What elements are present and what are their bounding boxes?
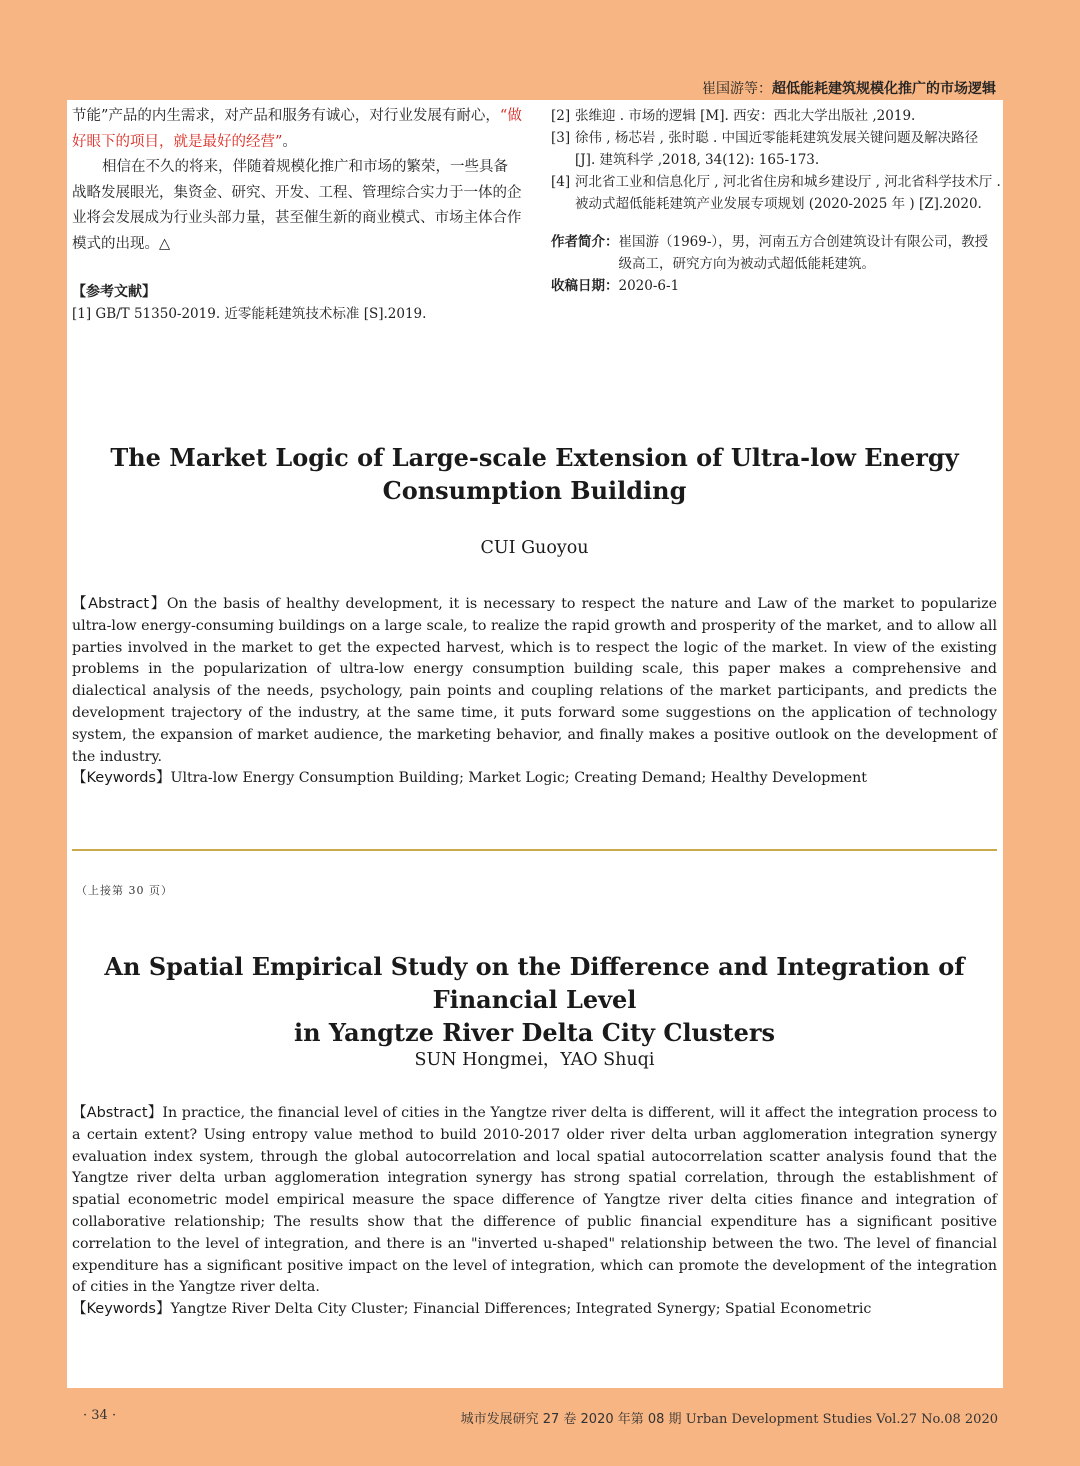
article1-title-line2: Consumption Building (382, 476, 687, 505)
keywords-tag: 【Keywords】 (72, 770, 171, 787)
article1-authors: CUI Guoyou (480, 538, 589, 558)
section-divider (72, 849, 997, 851)
reference-1: [1] GB/T 51350-2019. 近零能耗建筑技术标准 [S].2019. (72, 306, 427, 322)
reference-number: [3] (551, 130, 571, 146)
article1-abstract (72, 594, 997, 768)
left-column (72, 104, 522, 325)
running-head (702, 78, 996, 98)
abstract-tag: 【Abstract】 (72, 1105, 163, 1121)
article1-title (72, 441, 997, 507)
received-row (551, 275, 1001, 297)
article1-abstract-block (72, 594, 997, 790)
journal-footer (461, 1408, 998, 1427)
bio-row (551, 231, 1001, 275)
reference-4 (551, 171, 1001, 215)
author-bio (551, 231, 1001, 297)
article2-abstract-block (72, 1103, 997, 1321)
abstract-text: On the basis of healthy development, it is necessary to respect the nature and Law of the market to popularize ultra-low energy-consuming buildings on a large scale, to realize the rapid growth and prosperity of the market, and to allow all parties involved in the market to get the expected harvest, which is to respect the logic of the market. In view of the existing problems in the popularization of ultra-low energy consumption building scale, this paper makes a comprehensive and dialectical analysis of the needs, psychology, pain points and coupling relations of the market participants, and predicts the development trajectory of the industry, at the same time, it puts forward some suggestions on the application of technology system, the expansion of market audience, the marketing behavior, and finally makes a positive outlook on the development of the industry. (72, 596, 997, 765)
left-paragraph-1 (72, 104, 522, 155)
keywords-text: Ultra-low Energy Consumption Building; Market Logic; Creating Demand; Healthy Development (170, 770, 868, 787)
reference-3 (551, 127, 1001, 171)
received-label: 收稿日期： (551, 278, 619, 294)
right-column (551, 105, 1001, 297)
page-number: · 34 · (83, 1408, 117, 1423)
article2-abstract (72, 1103, 997, 1299)
journal-name-en: Urban Development Studies Vol.27 No.08 2020 (685, 1412, 998, 1427)
continued-note: （上接第 30 页） (76, 884, 173, 897)
running-head-author: 崔国游等： (702, 81, 772, 97)
article2-title (72, 950, 997, 1049)
para1-text: 节能”产品的内生需求，对产品和服务有诚心，对行业发展有耐心， (72, 108, 500, 124)
left-paragraph-2: 相信在不久的将来，伴随着规模化推广和市场的繁荣，一些具备战略发展眼光，集资金、研究、开发、工程、管理综合实力于一体的企业将会发展成为行业头部力量，甚至催生新的商业模式、市场主体合作模式的出现。△ (72, 159, 522, 252)
reference-text: 徐伟 , 杨芯岩 , 张时聪 . 中国近零能耗建筑发展关键问题及解决路径 [J]. 建筑科学 ,2018, 34(12): 165-173. (575, 130, 979, 168)
reference-text: 河北省工业和信息化厅 , 河北省住房和城乡建设厅 , 河北省科学技术厅 . 被动式超低能耗建筑产业发展专项规划 (2020-2025 年 ) [Z].2020. (575, 174, 1001, 212)
reference-number: [2] (551, 108, 571, 124)
article2-authors: SUN Hongmei，YAO Shuqi (414, 1050, 655, 1070)
abstract-tag: 【Abstract】 (72, 596, 167, 612)
reference-number: [4] (551, 174, 571, 190)
article2-keywords (72, 1299, 997, 1321)
bio-text: 崔国游（1969-），男，河南五方合创建筑设计有限公司，教授级高工，研究方向为被动式超低能耗建筑。 (618, 234, 989, 272)
article2-title-line2: in Yangtze River Delta City Clusters (293, 1018, 776, 1047)
article1-keywords (72, 768, 997, 790)
keywords-tag: 【Keywords】 (72, 1301, 171, 1318)
abstract-text: In practice, the financial level of cities in the Yangtze river delta is different, will it affect the integration process to a certain extent? Using entropy value method to build 2010-2017 older river delta urban agglomeration integration synergy evaluation index system, through the global autocorrelation and local spatial autocorrelation scatter analysis found that the Yangtze river delta urban agglomeration integration synergy has strong spatial correlation, through the establishment of spatial econometric model empirical measure the space difference of Yangtze river delta cities finance and integration of collaborative relationship; The results show that the difference of public financial expenditure has a significant positive correlation to the level of integration, and there is an "inverted u-shaped" relationship between the two. The level of financial expenditure has a significant positive impact on the level of integration, which can promote the development of the integration of cities in the Yangtze river delta. (72, 1105, 997, 1296)
highlighted-quote: “做好眼下的项目，就是最好的经营” (72, 108, 522, 150)
reference-2 (551, 105, 1001, 127)
running-head-title: 超低能耗建筑规模化推广的市场逻辑 (772, 81, 996, 97)
references-heading: 【参考文献】 (72, 284, 156, 300)
article1-title-line1: The Market Logic of Large-scale Extension of Ultra-low Energy (110, 443, 959, 472)
para1-end: 。 (282, 133, 297, 150)
received-date: 2020-6-1 (618, 278, 680, 294)
article2-title-line1: An Spatial Empirical Study on the Difference and Integration of Financial Level (104, 952, 965, 1014)
reference-text: 张维迎 . 市场的逻辑 [M]. 西安：西北大学出版社 ,2019. (575, 108, 916, 124)
journal-name-cn: 城市发展研究 27 卷 2020 年第 08 期 (460, 1412, 682, 1427)
bio-label: 作者简介： (551, 234, 619, 250)
keywords-text: Yangtze River Delta City Cluster; Financial Differences; Integrated Synergy; Spatial Econometric (170, 1301, 872, 1318)
